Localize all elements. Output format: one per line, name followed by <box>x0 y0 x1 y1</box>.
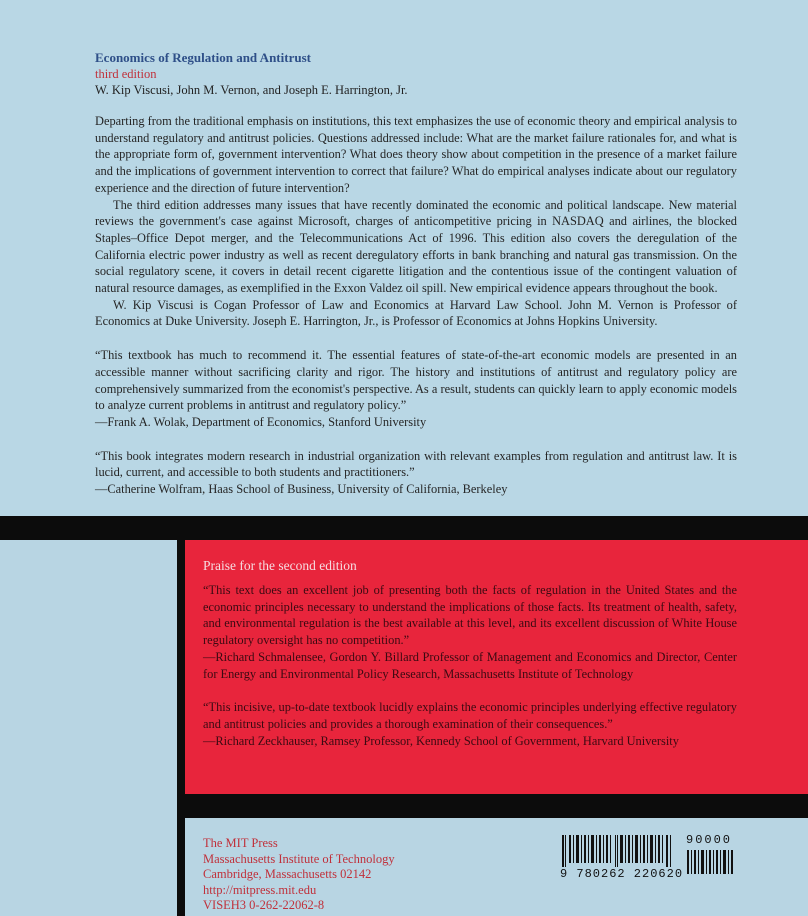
description-block <box>95 113 737 498</box>
isbn-barcode-icon <box>560 835 678 867</box>
book-title: Economics of Regulation and Antitrust <box>95 50 311 65</box>
quote-attribution: —Catherine Wolfram, Haas School of Business, University of California, Berkeley <box>95 482 508 497</box>
book-header <box>95 50 408 98</box>
description-paragraph: The third edition addresses many issues that have recently dominated the economic and political landscape. New material reviews the government's case against Microsoft, charges of anticompetitive pricing in NASDAQ and airlines, the blocked Staples–Office Depot merger, and the Telecommunications Act of 1996. This edition also covers the deregulation of the California electric power industry as well as recent deregulatory efforts in bank branching and natural gas transmission. On the social regulatory scene, it covers in detail recent cigarette litigation and the contentious issue of the contingent valuation of natural resource damages, as exemplified in the Exxon Valdez oil spill. New empirical evidence appears throughout the book. <box>95 197 737 296</box>
praise-quote <box>203 699 737 749</box>
quote-attribution: —Frank A. Wolak, Department of Economics, Stanford University <box>95 414 427 429</box>
book-edition: third edition <box>95 67 157 81</box>
book-code: VISEH3 0-262-22062-8 <box>203 898 325 912</box>
publisher-name: The MIT Press <box>203 836 278 850</box>
praise-heading: Praise for the second edition <box>203 558 357 573</box>
praise-quotes <box>203 582 737 749</box>
review-quote <box>95 347 737 431</box>
divider-bar-horizontal-lower <box>185 794 808 818</box>
description-paragraph: Departing from the traditional emphasis on institutions, this text emphasizes the use of economic theory and empirical analysis to understand regulatory and antitrust policies. Questions addressed include: What are the market failure rationales for, and what is the appropriate form of, government intervention? What does theory show about competition in the presence of a market failure and the implications of government intervention to correct that failure? What do empirical analyses indicate about our regulatory experience and the direction of future intervention? <box>95 114 737 195</box>
left-blue-panel <box>0 540 177 916</box>
quote-text: “This text does an excellent job of presenting both the facts of regulation in the United States and the economic principles necessary to understand the implications of those facts. Its treatment of health, safety, and environmental regulation is the best available at this level, and its excellent discussion of White House regulatory oversight has no competition.” <box>203 583 737 648</box>
quote-attribution: —Richard Zeckhauser, Ramsey Professor, Kennedy School of Government, Harvard University <box>203 733 679 748</box>
isbn-digits: 9 780262 220620 <box>560 867 684 881</box>
author-bios: W. Kip Viscusi is Cogan Professor of Law and Economics at Harvard Law School. John M. Vernon is Professor of Economics at Duke University. Joseph E. Harrington, Jr., is Professor of Economics at Johns Hopkins University. <box>95 297 737 329</box>
praise-quote <box>203 582 737 682</box>
publisher-institution: Massachusetts Institute of Technology <box>203 851 395 866</box>
divider-bar-vertical <box>177 540 185 916</box>
divider-bar-horizontal <box>0 516 808 540</box>
quote-attribution: —Richard Schmalensee, Gordon Y. Billard Professor of Management and Economics and Director, Center for Energy and Environmental Policy Research, Massachusetts Institute of Technology <box>203 649 737 681</box>
review-quote <box>95 448 737 498</box>
publisher-url[interactable]: http://mitpress.mit.edu <box>203 882 317 897</box>
quote-text: “This textbook has much to recommend it. The essential features of state-of-the-art economic models are presented in an accessible manner without sacrificing clarity and rigor. The history and institutions of antitrust and regulatory policy are comprehensively summarized from the economist's perspective. As a result, students can quickly learn to apply economic models to analyze current problems in antitrust and regulatory policy.” <box>95 348 737 413</box>
quote-text: “This book integrates modern research in industrial organization with relevant examples from regulation and antitrust law. It is lucid, current, and accessible to both students and practitioners.” <box>95 448 737 480</box>
quote-text: “This incisive, up-to-date textbook lucidly explains the economic principles underlying effective regulatory and antitrust policies and provides a thorough examination of their consequences.” <box>203 700 737 731</box>
book-authors: W. Kip Viscusi, John M. Vernon, and Joseph E. Harrington, Jr. <box>95 83 408 97</box>
publisher-info <box>203 836 395 914</box>
price-barcode-icon <box>686 850 736 874</box>
price-code: 90000 <box>686 833 733 847</box>
publisher-address: Cambridge, Massachusetts 02142 <box>203 867 372 881</box>
